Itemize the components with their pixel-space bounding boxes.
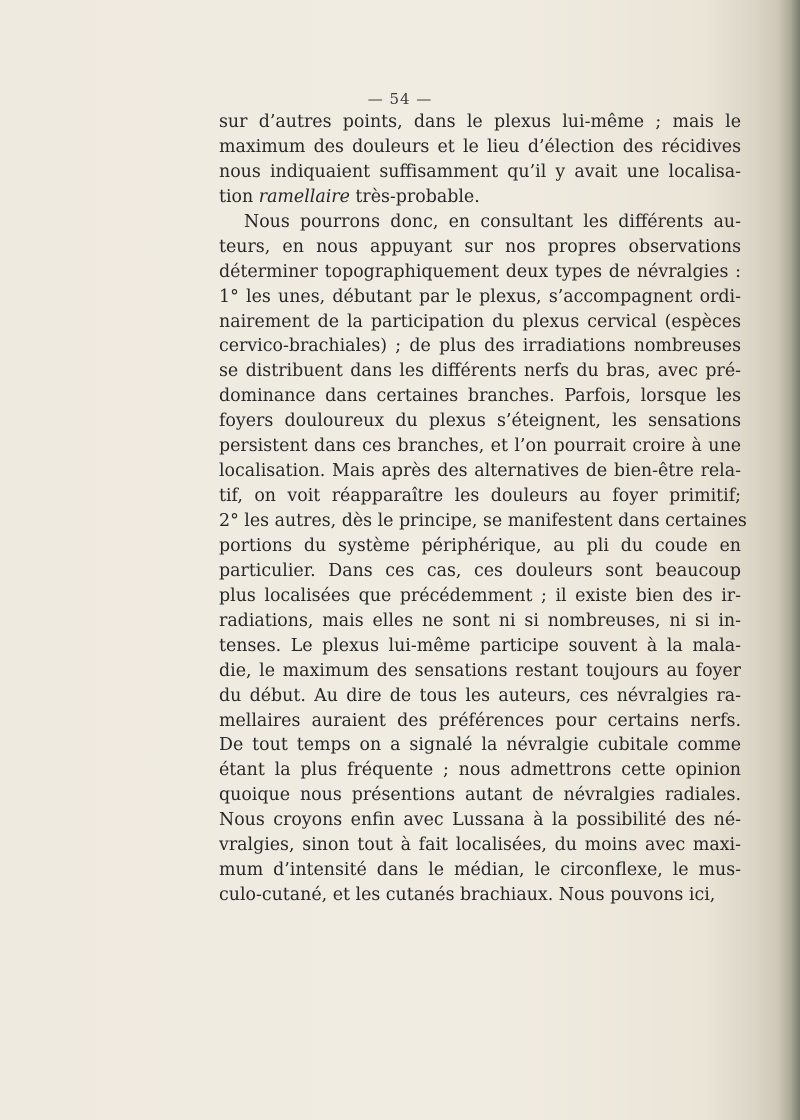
text-line: tenses. Le plexus lui-même participe souvent à la mala- xyxy=(219,635,741,656)
text-line: Nous croyons enfin avec Lussana à la possibilité des né- xyxy=(219,810,741,831)
text-line: sur d’autres points, dans le plexus lui-même ; mais le xyxy=(219,112,741,132)
text-line: vralgies, sinon tout à fait localisées, du moins avec maxi- xyxy=(219,835,741,856)
text-line: cervico-brachiales) ; de plus des irradiations nombreuses xyxy=(219,336,741,357)
page-number: — 54 — xyxy=(367,90,433,108)
text-line: mellaires auraient des préférences pour certains nerfs. xyxy=(219,710,741,731)
italic-term: ramellaire xyxy=(258,186,350,207)
text-line: mum d’intensité dans le médian, le circonflexe, le mus- xyxy=(219,860,741,881)
text-line: quoique nous présentions autant de névralgies radiales. xyxy=(219,785,741,806)
text-fragment: tion xyxy=(219,186,259,207)
text-line: culo-cutané, et les cutanés brachiaux. Nous pouvons ici, xyxy=(219,885,716,906)
text-line: De tout temps on a signalé la névralgie cubitale comme xyxy=(219,735,741,756)
text-line: foyers douloureux du plexus s’éteignent, les sensations xyxy=(219,411,741,432)
text-line: du début. Au dire de tous les auteurs, ces névralgies ra- xyxy=(219,685,741,706)
text-line: maximum des douleurs et le lieu d’élection des récidives xyxy=(219,136,741,157)
text-line: nous indiquaient suffisamment qu’il y avait une localisa- xyxy=(219,161,741,182)
text-line: teurs, en nous appuyant sur nos propres observations xyxy=(219,236,741,257)
text-line: localisation. Mais après des alternatives de bien-être rela- xyxy=(219,461,741,482)
page-edge-shadow xyxy=(778,0,800,1120)
text-fragment: très-probable. xyxy=(349,186,480,207)
text-line: 1° les unes, débutant par le plexus, s’accompagnent ordi- xyxy=(219,286,741,307)
text-line: 2° les autres, dès le principe, se manifestent dans certaines xyxy=(219,511,747,531)
text-line: particulier. Dans ces cas, ces douleurs sont beaucoup xyxy=(219,560,741,581)
text-line: étant la plus fréquente ; nous admettrons cette opinion xyxy=(219,760,741,781)
text-line xyxy=(219,185,741,210)
text-line: se distribuent dans les différents nerfs du bras, avec pré- xyxy=(219,361,741,382)
text-line: nairement de la participation du plexus cervical (espèces xyxy=(219,311,741,332)
body-text xyxy=(219,110,747,908)
text-line: plus localisées que précédemment ; il existe bien des ir- xyxy=(219,585,741,606)
text-line: persistent dans ces branches, et l’on pourrait croire à une xyxy=(219,436,741,457)
text-line: die, le maximum des sensations restant toujours au foyer xyxy=(219,660,741,681)
text-line: dominance dans certaines branches. Parfois, lorsque les xyxy=(219,386,741,407)
text-line: radiations, mais elles ne sont ni si nombreuses, ni si in- xyxy=(219,610,741,631)
text-line: déterminer topographiquement deux types de névralgies : xyxy=(219,261,741,282)
paragraph-start-line: Nous pourrons donc, en consultant les différents au- xyxy=(244,211,741,232)
text-line: portions du système périphérique, au pli du coude en xyxy=(219,535,741,556)
text-line: tif, on voit réapparaître les douleurs au foyer primitif; xyxy=(219,486,741,507)
